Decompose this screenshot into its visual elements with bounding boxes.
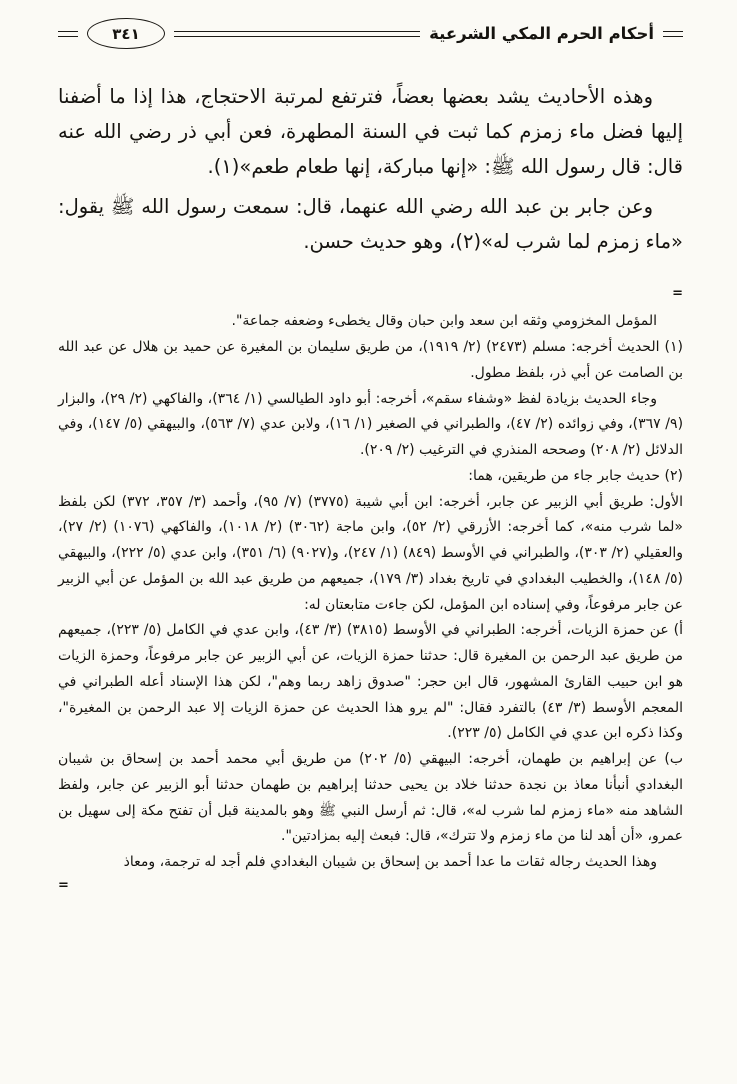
footnote-paragraph: المؤمل المخزومي وثقه ابن سعد وابن حبان وقال يخطىء وضعفه جماعة".	[231, 313, 657, 330]
page-header	[58, 18, 683, 49]
footnote-paragraph: (٢) حديث جابر جاء من طريقين، هما:	[468, 467, 683, 484]
main-text	[58, 79, 683, 259]
body-paragraph: وهذه الأحاديث يشد بعضها بعضاً، فترتفع لمرتبة الاحتجاج، هذا إذا ما أضفنا إليها فضل ماء زمزم كما ثبت في السنة المطهرة، فعن أبي ذر رضي الله عنه قال: قال رسول الله ﷺ: «إنها مباركة، إنها طعام طعم»(١).	[58, 85, 683, 179]
header-rule-right	[663, 31, 683, 37]
footnote-continuation-marker-top: =	[672, 286, 683, 302]
footnotes-section	[58, 287, 683, 892]
header-rule-middle	[174, 31, 420, 37]
footnote-paragraph: (١) الحديث أخرجه: مسلم (٢٤٧٣) (٢/ ١٩١٩)، من طريق سليمان بن المغيرة عن حميد بن هلال عن عبد الله بن الصامت عن أبي ذر، بلفظ مطول.	[58, 339, 683, 381]
footnote-paragraph: الأول: طريق أبي الزبير عن جابر، أخرجه: ابن أبي شيبة (٣٧٧٥) (٧/ ٩٥)، وأحمد (٣/ ٣٥٧، ٣٧٢) لكن بلفظ «لما شرب منه»، كما أخرجه: الأزرقي (٢/ ٥٢)، وابن ماجة (٣٠٦٢) (٢/ ١٠١٨)، والفاكهي (١٠٧٦) (٢/ ٢٧)، والعقيلي (٢/ ٣٠٣)، والطبراني في الأوسط (٨٤٩) (١/ ٢٤٧)، و(٩٠٢٧) (٦/ ٣٥١)، وابن عدي (٥/ ٢٢٢)، والبيهقي (٥/ ١٤٨)، والخطيب البغدادي في تاريخ بغداد (٣/ ١٧٩)، جميعهم من طريق عبد الله بن المؤمل عن أبي الزبير عن جابر مرفوعاً، وفي إسناده ابن المؤمل، لكن جاءت متابعتان له:	[58, 493, 684, 613]
body-paragraph: وعن جابر بن عبد الله رضي الله عنهما، قال: سمعت رسول الله ﷺ يقول: «ماء زمزم لما شرب له»(٢)، وهو حديث حسن.	[58, 195, 683, 254]
footnote-paragraph: أ) عن حمزة الزيات، أخرجه: الطبراني في الأوسط (٣٨١٥) (٣/ ٤٣)، وابن عدي في الكامل (٥/ ٢٢٣)، جميعهم من طريق عبد الرحمن بن المغيرة قال: حدثنا حمزة الزيات، عن أبي الزبير عن جابر مرفوعاً، وحمزة الزيات هو ابن حبيب القارئ المشهور، قال ابن حجر: "صدوق زاهد ربما وهم"، لكن هذا الإسناد أعله الطبراني في المعجم الأوسط (٣/ ٤٣) بالتفرد فقال: "لم يرو هذا الحديث عن حمزة الزيات إلا عبد الرحمن بن المغيرة"، وكذا ذكره ابن عدي في الكامل (٥/ ٢٢٣).	[58, 622, 684, 742]
footnote-continuation-marker-bottom: =	[58, 877, 69, 893]
footnote-paragraph: وجاء الحديث بزيادة لفظ «وشفاء سقم»، أخرجه: أبو داود الطيالسي (١/ ٣٦٤)، والفاكهي (٢/ ٢٩)، والبزار (٩/ ٣٦٧)، وفي زوائده (٢/ ٤٧)، والطبراني في الصغير (١/ ١٦)، ولابن عدي (٧/ ٥٦٣)، والبيهقي (٥/ ١٤٧)، وفي الدلائل (٢/ ٢٠٨) وصححه المنذري في الترغيب (٢/ ٢٠٩).	[58, 390, 684, 459]
book-title: أحكام الحرم المكي الشرعية	[429, 24, 654, 43]
header-rule-left	[58, 31, 78, 37]
page-number-badge	[87, 18, 165, 49]
page-number: ٣٤١	[112, 25, 140, 43]
footnote-paragraph: وهذا الحديث رجاله ثقات ما عدا أحمد بن إسحاق بن شيبان البغدادي فلم أجد له ترجمة، ومعاذ	[123, 854, 657, 871]
footnote-paragraph: ب) عن إبراهيم بن طهمان، أخرجه: البيهقي (٥/ ٢٠٢) من طريق أبي محمد أحمد بن إسحاق بن شيبان البغدادي أنبأنا معاذ بن نجدة حدثنا خلاد بن يحيى حدثنا إبراهيم بن طهمان حدثنا أبو الزبير عن جابر، ولفظ الشاهد منه «ماء زمزم لما شرب له»، قال: ثم أرسل النبي ﷺ وهو بالمدينة قبل أن تفتح مكة إلى سهيل بن عمرو، «أن أهد لنا من ماء زمزم ولا تترك»، قال: فبعث إليه بمزادتين".	[58, 751, 684, 845]
